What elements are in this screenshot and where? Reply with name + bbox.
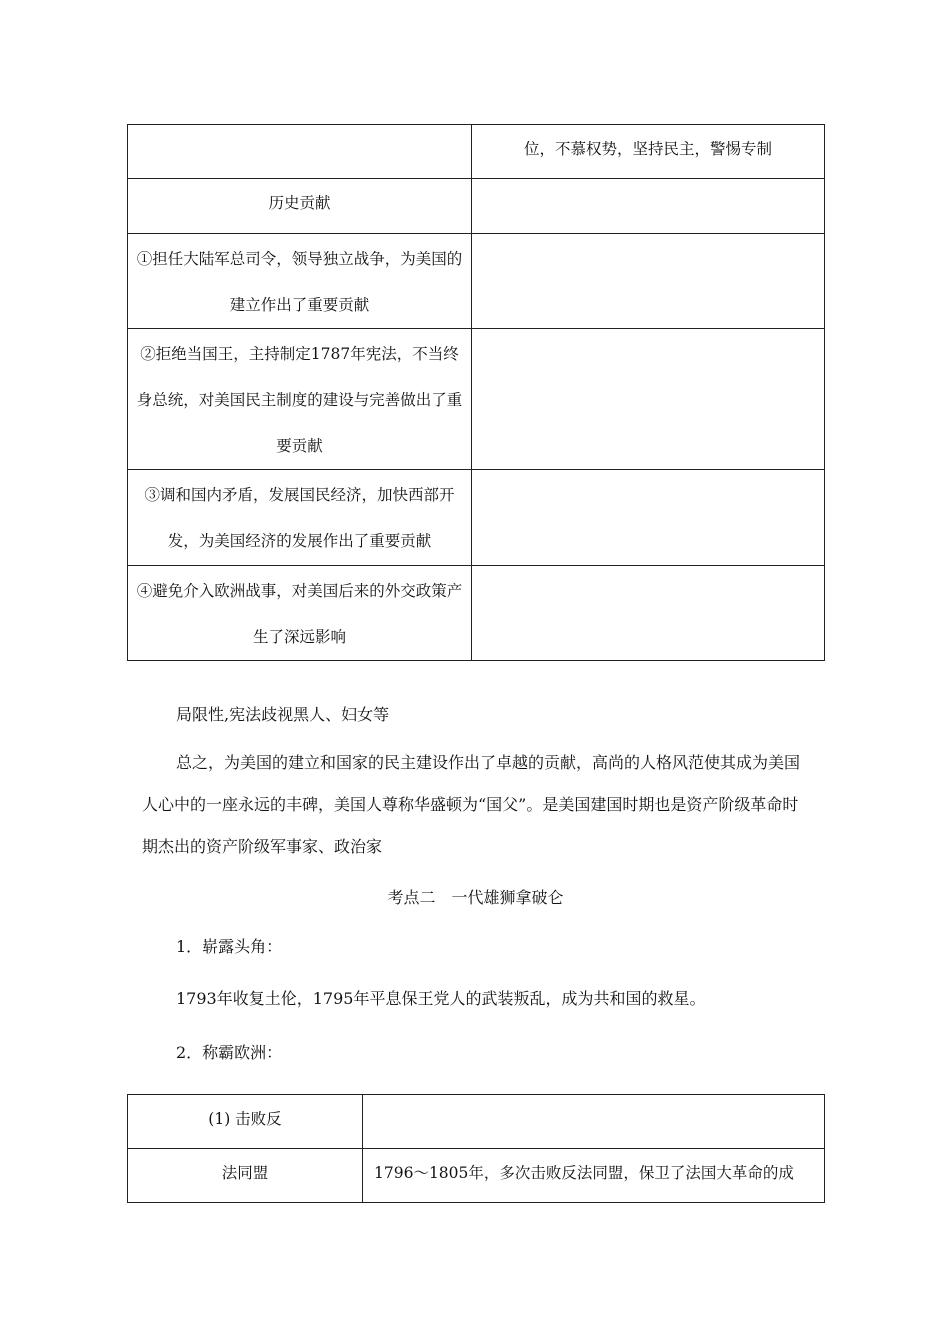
washington-contributions-table	[127, 124, 825, 661]
table-cell: ①担任大陆军总司令，领导独立战争，为美国的建立作出了重要贡献	[128, 234, 472, 329]
table-cell	[472, 470, 825, 566]
table-cell: ②拒绝当国王，主持制定1787年宪法，不当终身总统，对美国民主制度的建设与完善做出了重要贡献	[128, 329, 472, 470]
table-cell	[472, 566, 825, 661]
table-cell	[472, 234, 825, 329]
table-row	[128, 566, 825, 661]
table-row	[128, 470, 825, 566]
table-cell: 历史贡献	[128, 179, 472, 234]
table-cell: 位，不慕权势，坚持民主，警惕专制	[472, 125, 825, 179]
table-row	[128, 1095, 825, 1149]
table-cell	[128, 125, 472, 179]
table-row	[128, 234, 825, 329]
item1-heading: 1．崭露头角：	[176, 937, 283, 956]
table-row	[128, 179, 825, 234]
table-cell: (1) 击败反	[128, 1095, 363, 1149]
table-cell	[363, 1095, 825, 1149]
table-cell	[472, 179, 825, 234]
item1-text: 1793年收复土伦，1795年平息保王党人的武装叛乱，成为共和国的救星。	[176, 989, 706, 1008]
table-cell: ④避免介入欧洲战事，对美国后来的外交政策产生了深远影响	[128, 566, 472, 661]
table-cell: 法同盟	[128, 1149, 363, 1203]
summary-paragraph: 总之，为美国的建立和国家的民主建设作出了卓越的贡献，高尚的人格风范使其成为美国人心中的一座永远的丰碑，美国人尊称华盛顿为“国父”。是美国建国时期也是资产阶级革命时期杰出的资产阶级军事家、政治家	[142, 753, 801, 856]
table-cell	[472, 329, 825, 470]
napoleon-table	[127, 1094, 825, 1203]
table-row	[128, 125, 825, 179]
table-cell: ③调和国内矛盾，发展国民经济，加快西部开发，为美国经济的发展作出了重要贡献	[128, 470, 472, 566]
table-cell: 1796～1805年，多次击败反法同盟，保卫了法国大革命的成	[363, 1149, 825, 1203]
item2-heading: 2．称霸欧洲：	[176, 1043, 283, 1062]
section-title: 考点二 一代雄狮拿破仑	[387, 888, 564, 907]
limitation-text: 局限性,宪法歧视黑人、妇女等	[176, 705, 390, 724]
table-row	[128, 1149, 825, 1203]
table-row	[128, 329, 825, 470]
